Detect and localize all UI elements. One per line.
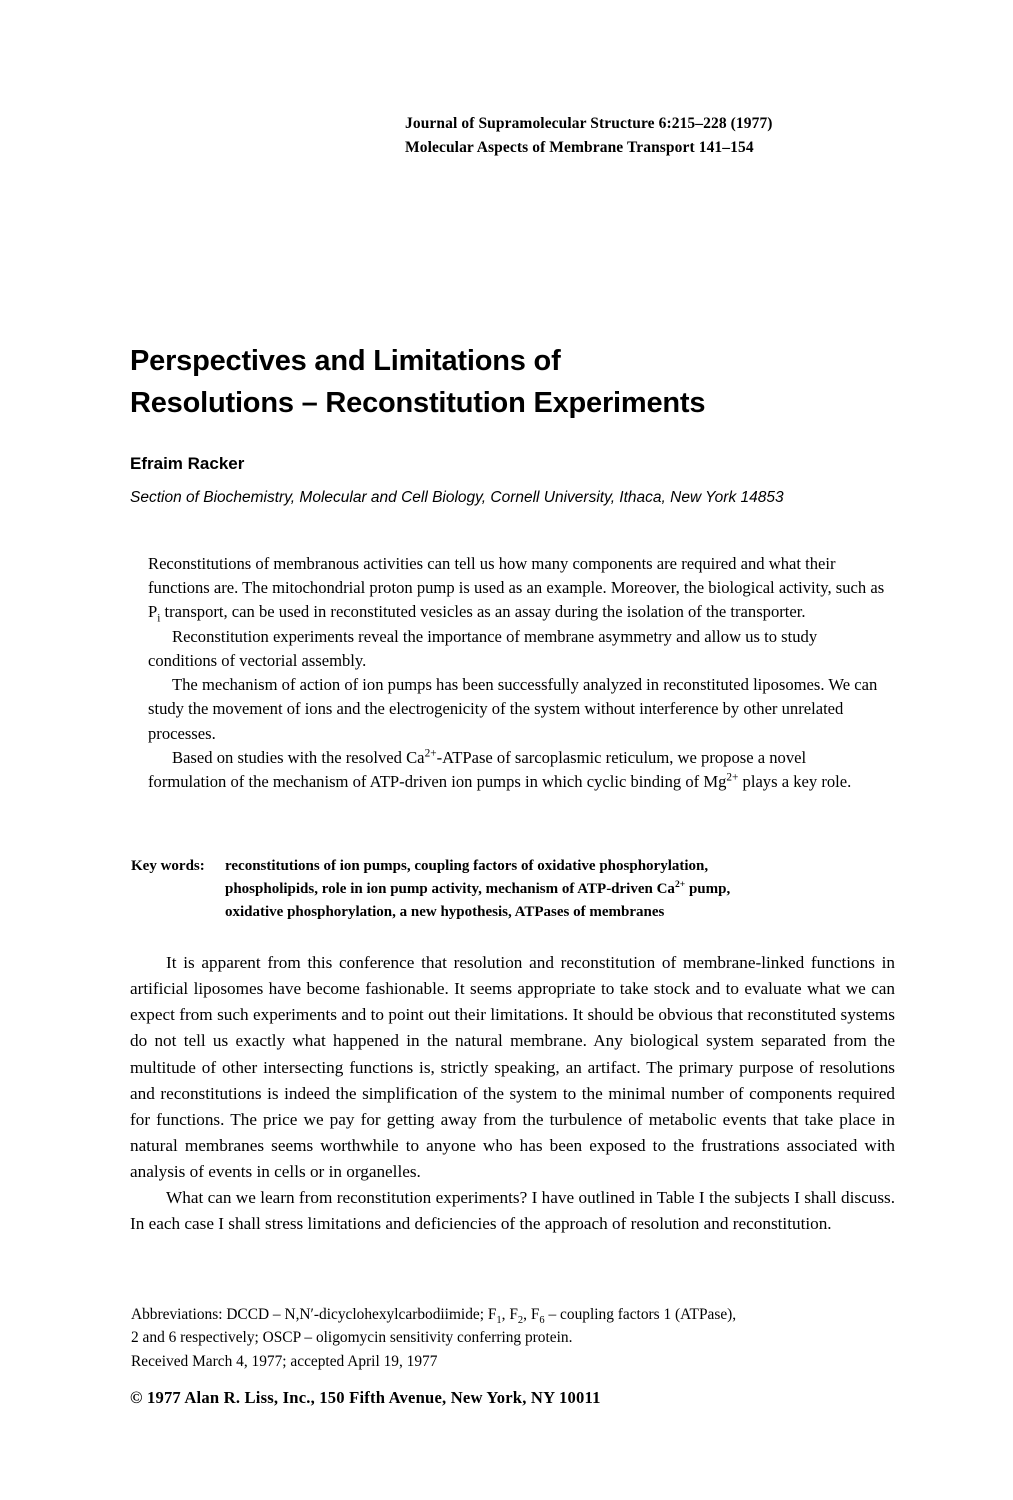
title-line-1: Perspectives and Limitations of <box>130 345 561 378</box>
abstract <box>148 552 888 794</box>
abstract-paragraph-2: Reconstitution experiments reveal the importance of membrane asymmetry and allow us to study conditions of vectorial assembly. <box>148 626 818 670</box>
abbreviations-note <box>131 1303 896 1326</box>
footnotes <box>131 1303 896 1373</box>
abbrev-subscript-1: 1 <box>496 1315 502 1327</box>
abstract-p4-part-c: plays a key role. <box>738 771 852 791</box>
abbrev-part-b: , F <box>501 1306 518 1323</box>
keywords-line-3: oxidative phosphorylation, a new hypothesis, ATPases of membranes <box>225 903 665 920</box>
abbrev-part-d: – coupling factors 1 (ATPase), <box>544 1306 737 1323</box>
running-head <box>405 112 905 160</box>
abstract-p1-subscript: i <box>157 612 161 625</box>
keywords-label: Key words: <box>131 858 205 874</box>
abbrev-subscript-2: 2 <box>517 1315 524 1327</box>
page-title <box>130 341 920 423</box>
section-citation-line: Molecular Aspects of Membrane Transport 141–154 <box>405 139 754 157</box>
keywords-line-2b: pump, <box>685 880 731 897</box>
author-affiliation: Section of Biochemistry, Molecular and Cell Biology, Cornell University, Ithaca, New York 14853 <box>130 489 784 506</box>
abbrev-subscript-3: 6 <box>539 1315 545 1327</box>
abbrev-part-a: Abbreviations: DCCD – N,N′-dicyclohexylcarbodiimide; F <box>131 1306 497 1323</box>
keywords-body <box>225 855 891 923</box>
abbreviations-note-line-2: 2 and 6 respectively; OSCP – oligomycin sensitivity conferring protein. <box>131 1329 573 1347</box>
abstract-p4-superscript-1: 2+ <box>424 747 437 760</box>
title-line-2: Resolutions – Reconstitution Experiments <box>130 386 706 419</box>
abstract-p1-part-a: Reconstitutions of membranous activities can tell us how many components are required and what their functions are. The mitochondrial proton pump is used as an example. Moreover, the biological activity, such as P <box>148 554 885 622</box>
abstract-paragraph-3: The mechanism of action of ion pumps has been successfully analyzed in reconstituted liposomes. We can study the movement of ions and the electrogenicity of the system without interference by other unrelated processes. <box>148 675 878 743</box>
author-name: Efraim Racker <box>130 454 245 473</box>
abstract-paragraph-1 <box>148 552 888 625</box>
abstract-paragraph-4 <box>148 746 888 794</box>
abstract-p4-part-a: Based on studies with the resolved Ca <box>172 747 425 767</box>
abstract-p4-part-b: -ATPase of sarcoplasmic reticulum, we propose a novel formulation of the mechanism of ATP-driven ion pumps in which cyclic binding of Mg <box>148 747 807 791</box>
abstract-p4-superscript-2: 2+ <box>726 771 739 784</box>
journal-citation-line: Journal of Supramolecular Structure 6:215–228 (1977) <box>405 115 773 132</box>
keywords-superscript: 2+ <box>674 878 686 890</box>
body-paragraph-2: What can we learn from reconstitution experiments? I have outlined in Table I the subjects I shall discuss. In each case I shall stress limitations and deficiencies of the approach of resolution and reconstitution. <box>130 1188 895 1234</box>
copyright-line: © 1977 Alan R. Liss, Inc., 150 Fifth Avenue, New York, NY 10011 <box>130 1388 601 1407</box>
body-text <box>130 950 895 1238</box>
keywords-line-2a: phospholipids, role in ion pump activity, mechanism of ATP-driven Ca <box>225 880 675 897</box>
body-paragraph-1: It is apparent from this conference that resolution and reconstitution of membrane-linked functions in artificial liposomes have become fashionable. It seems appropriate to take stock and to evaluate what we can expect from such experiments and to point out their limitations. It should be obvious that reconstituted systems do not tell us exactly what happened in the natural membrane. Any biological system separated from the multitude of other intersecting functions is, strictly speaking, an artifact. The primary purpose of resolutions and reconstitutions is indeed the simplification of the system to the minimal number of components required for functions. The price we pay for getting away from the turbulence of metabolic events that take place in natural membranes seems worthwhile to anyone who has been exposed to the frustrations associated with analysis of events in cells or in organelles. <box>130 953 895 1182</box>
received-date-note: Received March 4, 1977; accepted April 19, 1977 <box>131 1352 438 1370</box>
keywords-line-1: reconstitutions of ion pumps, coupling factors of oxidative phosphorylation, <box>225 858 709 874</box>
keywords-block <box>131 855 891 923</box>
abstract-p1-part-b: transport, can be used in reconstituted vesicles as an assay during the isolation of the transporter. <box>160 602 806 622</box>
abbrev-part-c: , F <box>523 1306 540 1323</box>
